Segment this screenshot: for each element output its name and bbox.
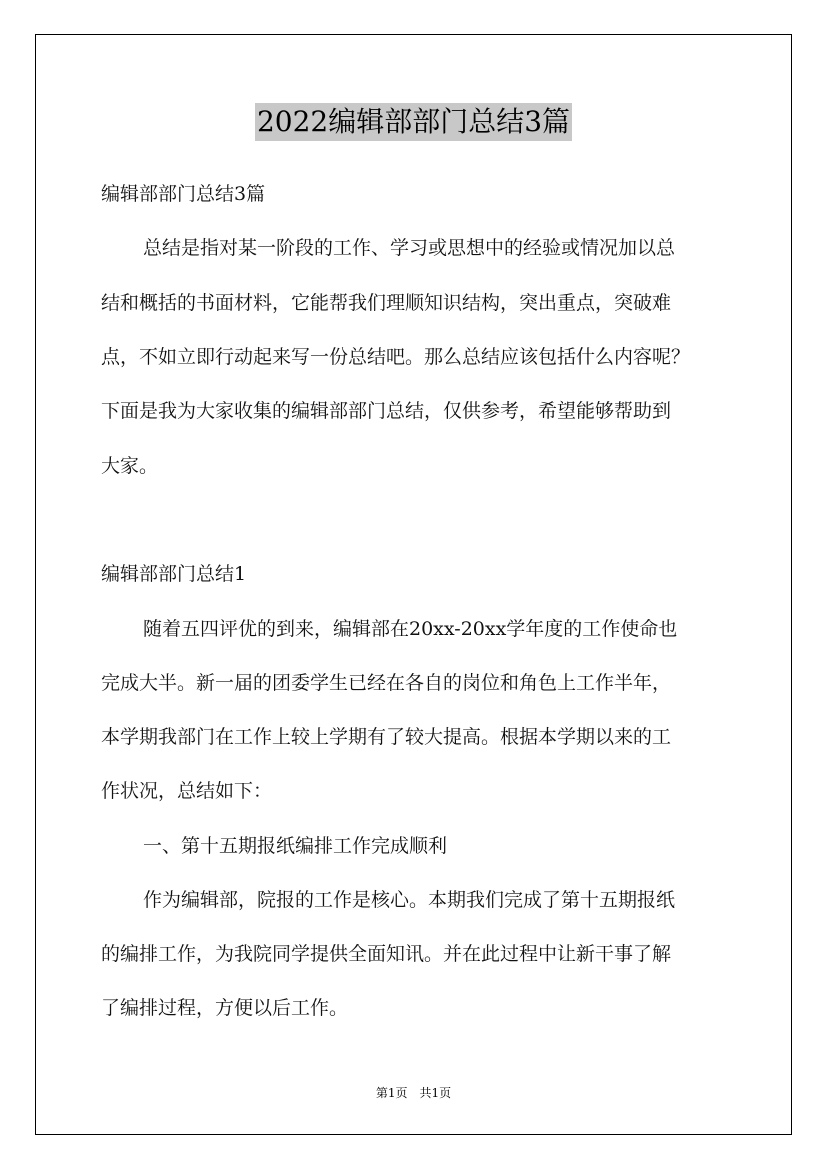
sub-line: 作为编辑部，院报的工作是核心。本期我们完成了第十五期报纸 [143, 889, 676, 911]
section-line: 随着五四评优的到来，编辑部在20xx-20xx学年度的工作使命也 [143, 618, 678, 640]
title-container [0, 103, 827, 141]
section-heading: 编辑部部门总结1 [101, 563, 247, 585]
intro-line: 下面是我为大家收集的编辑部部门总结，仅供参考，希望能够帮助到 [101, 400, 672, 422]
page-footer: 第1页 共1页 [375, 1086, 452, 1100]
subheading: 一、第十五期报纸编排工作完成顺利 [143, 835, 448, 857]
document-title: 2022编辑部部门总结3篇 [255, 103, 572, 141]
section-line: 作状况，总结如下： [101, 780, 273, 802]
sub-line: 的编排工作，为我院同学提供全面知讯。并在此过程中让新干事了解 [101, 943, 672, 965]
intro-line: 结和概括的书面材料，它能帮我们理顺知识结构，突出重点，突破难 [101, 292, 672, 314]
intro-line: 总结是指对某一阶段的工作、学习或思想中的经验或情况加以总 [143, 237, 676, 259]
intro-line: 点，不如立即行动起来写一份总结吧。那么总结应该包括什么内容呢？ [101, 346, 691, 368]
section-line: 本学期我部门在工作上较上学期有了较大提高。根据本学期以来的工 [101, 726, 672, 748]
document-subtitle: 编辑部部门总结3篇 [101, 183, 266, 205]
intro-line: 大家。 [101, 455, 159, 477]
section-line: 完成大半。新一届的团委学生已经在各自的岗位和角色上工作半年， [101, 672, 672, 694]
sub-line: 了编排过程，方便以后工作。 [101, 997, 349, 1019]
